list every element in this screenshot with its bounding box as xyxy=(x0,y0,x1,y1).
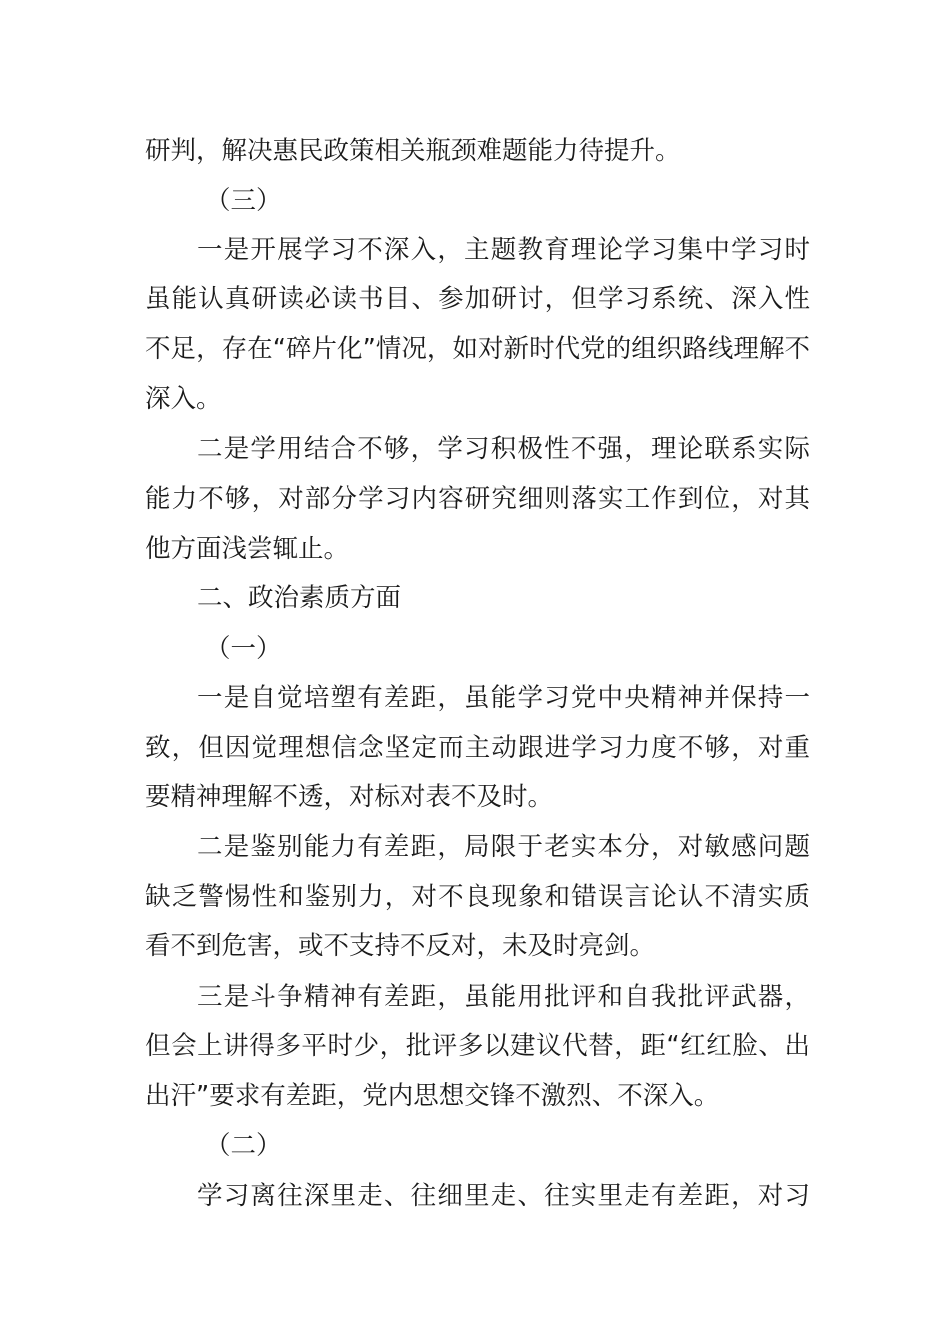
section-heading: （一） xyxy=(205,634,282,664)
paragraph-line: 研判，解决惠民政策相关瓶颈难题能力待提升。 xyxy=(145,136,681,166)
section-heading: （三） xyxy=(205,186,282,216)
paragraph-line: 学习离往深里走、往细里走、往实里走有差距，对习 xyxy=(197,1181,810,1211)
paragraph-line: 但会上讲得多平时少，批评多以建议代替，距“红红脸、出 xyxy=(145,1031,810,1061)
paragraph-line: 他方面浅尝辄止。 xyxy=(145,534,350,564)
paragraph-line: 二是学用结合不够，学习积极性不强，理论联系实际 xyxy=(197,434,810,464)
paragraph-line: 能力不够，对部分学习内容研究细则落实工作到位，对其 xyxy=(145,484,810,514)
paragraph-line: 致，但因觉理想信念坚定而主动跟进学习力度不够，对重 xyxy=(145,733,810,763)
paragraph-line: 二是鉴别能力有差距，局限于老实本分，对敏感问题 xyxy=(197,832,810,862)
paragraph-line: 三是斗争精神有差距，虽能用批评和自我批评武器， xyxy=(197,982,810,1012)
paragraph-line: 不足，存在“碎片化”情况，如对新时代党的组织路线理解不 xyxy=(145,334,810,364)
section-heading: （二） xyxy=(205,1131,282,1161)
paragraph-line: 要精神理解不透，对标对表不及时。 xyxy=(145,782,554,812)
paragraph-line: 出汗”要求有差距，党内思想交锋不激烈、不深入。 xyxy=(145,1081,720,1111)
section-heading: 二、政治素质方面 xyxy=(197,583,402,613)
paragraph-line: 深入。 xyxy=(145,384,222,414)
paragraph-line: 一是自觉培塑有差距，虽能学习党中央精神并保持一 xyxy=(197,683,810,713)
paragraph-line: 虽能认真研读必读书目、参加研讨，但学习系统、深入性 xyxy=(145,284,810,314)
paragraph-line: 缺乏警惕性和鉴别力，对不良现象和错误言论认不清实质 xyxy=(145,882,810,912)
paragraph-line: 一是开展学习不深入，主题教育理论学习集中学习时 xyxy=(197,235,810,265)
paragraph-line: 看不到危害，或不支持不反对，未及时亮剑。 xyxy=(145,931,656,961)
